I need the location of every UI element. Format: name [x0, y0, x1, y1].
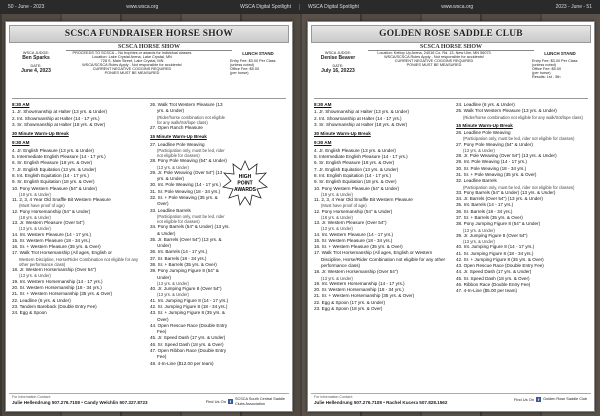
class-entry: 7. Jr. English Equitation (13 yrs. & Under)	[12, 166, 97, 172]
lunch-stand: LUNCH STAND	[242, 51, 274, 56]
class-entry: 48. 4-In-Line ($12.00 per team)	[150, 360, 214, 366]
class-list-column-1	[314, 102, 450, 312]
class-entry: 20. Sr. Western Horsemanship (18 - 34 yrs.)	[12, 284, 102, 290]
detail-line: CURRENT NEGATIVE COGGINS REQUIRED	[394, 59, 474, 63]
class-note: (13 yrs. & Under)	[19, 273, 51, 279]
class-entry: 9. Sr. English Equitation (18 yrs. & Over)	[314, 179, 397, 185]
detail-line: WSCA/SCSCA Rules Apply - Not responsible for accidents!	[384, 55, 484, 59]
section-heading: 9:30 AM	[12, 140, 30, 146]
class-entry: 44. Open Rescue Race (Double Entry Fee)	[150, 322, 228, 335]
starburst-line-3: AWARDS	[234, 187, 256, 193]
class-entry: 19. Int. Western Horsemanship (14 - 17 yrs.)	[12, 278, 103, 284]
judge-name: Ben Sparks	[22, 55, 50, 61]
class-entry: 32. Sr. + Pole Weaving (35 yrs. & Over)	[150, 194, 218, 207]
section-heading: 30 Minute Warm-Up Break	[314, 131, 371, 137]
class-entry: 31. Sr. Pole Weaving (18 - 34 yrs.)	[150, 188, 221, 194]
class-entry: 27. Leadline Pole Weaving	[150, 141, 205, 147]
date-label: DATE:	[332, 64, 344, 68]
class-entry: 17. Walk Trot Horsemanship (All ages, English or Western Discipline, Horse/Rider Combination not eligible for any other performance class)	[314, 250, 446, 269]
detail-line: WSCA/SCSCA Rules Apply - Not responsible for accidents!	[82, 63, 182, 67]
lunch-stand: LUNCH STAND	[544, 51, 576, 56]
class-entry: 40. Int. Jumping Figure 8 (14 - 17 yrs.)	[456, 244, 535, 250]
class-entry: 21. Sr. + Western Horsemanship (35 yrs. & Over)	[12, 291, 113, 297]
class-entry: 37. Sr. Barrels (18 - 34 yrs.)	[150, 255, 207, 261]
class-entry: 12. Pony Horsemanship (54" & Under)	[12, 208, 91, 214]
class-entry: 11. 2, 3, 4 Year Old Snaffle Bit Western Pleasure	[314, 197, 413, 203]
show-title: GOLDEN ROSE SADDLE CLUB	[379, 29, 523, 39]
class-entry: 10. Pony Western Pleasure (54" & Under)	[12, 185, 98, 191]
class-note: (13 yrs. & Under)	[463, 239, 495, 245]
show-details	[62, 51, 202, 75]
class-entry: 39. Jr. Jumping Figure 8 (Over 54")	[456, 232, 528, 238]
class-entry: 25. Walk Trot Western Pleasure (13 yrs. & Under)	[456, 108, 557, 114]
detail-line: PROCEEDS TO SCSCA – No trophies or awards for individual classes	[72, 51, 192, 55]
left-site-link[interactable]: www.wsca.org	[126, 4, 159, 10]
class-entry: 15. Sr. Western Pleasure (18 - 34 yrs.)	[314, 237, 393, 243]
show-details	[364, 51, 504, 67]
class-note: (13 yrs. & Under)	[19, 226, 51, 232]
class-note: (Participation only, must be led, rider not eligible for classes)	[463, 184, 575, 190]
class-entry: 3. Sr. Showmanship at Halter (18 yrs. & Over)	[12, 121, 106, 127]
class-entry: 36. Int. Barrels (14 - 17 yrs.)	[150, 249, 208, 255]
right-page-header	[300, 4, 600, 10]
class-note: (Must have proof of age)	[321, 203, 367, 209]
class-entry: 28. Pony Pole Weaving (54" & Under)	[150, 158, 227, 164]
class-entry: 30. Int. Pole Weaving (14 - 17 yrs.)	[150, 182, 221, 188]
contact-footer	[311, 393, 591, 408]
class-entry: 18. Jr. Western Horsemanship (Over 54")	[314, 269, 399, 275]
class-entry: 2. Int. Showmanship at Halter (14 - 17 yrs.)	[314, 115, 402, 121]
class-entry: 18. Jr. Western Horsemanship (Over 54")	[12, 267, 97, 273]
class-entry: 35. Jr. Barrels (Over 54") (13 yrs. & Under)	[150, 236, 222, 249]
class-entry: 26. Walk Trot Western Pleasure (13 yrs. & Under)	[150, 102, 223, 114]
class-note: (18 yrs. & Under)	[321, 214, 353, 220]
class-entry: 28. Jr. Pole Weaving (Over 54") (13 yrs. & Under)	[456, 153, 557, 159]
class-entry: 38. Pony Jumping Figure 8 (54" & Under)	[456, 221, 541, 227]
class-entry: 22. Egg & Spoon (17 yrs. & Under)	[314, 299, 385, 305]
golden-rose-show-bill	[307, 21, 595, 412]
class-entry: 36. Sr. Barrels (18 - 34 yrs.)	[456, 208, 513, 214]
fee-line: Results: 1st - 5th	[532, 75, 561, 79]
class-entry: 19. Int. Western Horsemanship (14 - 17 yrs.)	[314, 280, 405, 286]
fee-line: (unless noted)	[230, 63, 255, 67]
class-entry: 13. Jr. Western Pleasure (Over 54")	[12, 220, 85, 226]
starburst-line-1: HIGH	[238, 174, 252, 180]
footer-label: For Information Contact:	[12, 395, 51, 399]
class-entry: 2. Int. Showmanship at Halter (14 - 17 yrs.)	[12, 115, 100, 121]
class-entry: 11. 2, 3, 4 Year Old Snaffle Bit Western Pleasure	[12, 197, 111, 203]
class-note: (13 yrs. & Under)	[463, 227, 495, 233]
class-entry: 20. Sr. Western Horsemanship (18 - 34 yrs.)	[314, 287, 404, 293]
divider	[314, 98, 588, 99]
class-entry: 14. Int. Western Pleasure (14 - 17 yrs.)	[314, 231, 394, 237]
section-heading: 8:30 AM	[314, 102, 332, 107]
class-entry: 5. Intermediate English Pleasure (14 - 17 yrs.)	[12, 154, 106, 160]
class-note: (13 yrs. & Under)	[463, 147, 495, 153]
class-entry: 43. Open Rescue Race (Double Entry Fee)	[456, 263, 544, 269]
judge-date-block	[314, 51, 362, 74]
class-entry: 4. Jr. English Pleasure (13 yrs. & Under)	[314, 147, 396, 153]
class-entry: 27. Pony Pole Weaving (54" & Under)	[456, 141, 533, 147]
class-note: (18 yrs. & Under)	[321, 191, 353, 197]
show-subtitle: SCSCA HORSE SHOW	[368, 44, 534, 51]
class-note: (13 yrs. & Under)	[157, 292, 189, 298]
detail-line: PONIES MUST BE MEASURED	[406, 63, 462, 67]
class-entry: 24. Leadline (6 yrs. & Under)	[456, 102, 515, 107]
class-note: (Participation only, must be led, rider not eligible for classes)	[463, 136, 575, 142]
judge-label: WSCA JUDGE:	[324, 51, 352, 55]
section-heading: 15 Minute Warm-Up Break	[150, 134, 207, 140]
class-entry: 22. Leadline (6 yrs. & Under)	[12, 297, 71, 303]
class-entry: 6. Sr. English Pleasure (18 yrs. & Over)	[314, 160, 395, 166]
class-entry: 43. Sr. + Jumping Figure 8 (35 yrs. & Over)	[150, 310, 225, 322]
class-entry: 24. Egg & Spoon	[12, 310, 47, 316]
starburst-line-2: POINT	[237, 180, 253, 187]
show-info	[12, 51, 286, 97]
class-entry: 17. Walk Trot Horsemanship (All ages, English or	[12, 250, 112, 256]
class-entry: 37. Sr. + Barrels (35 yrs. & Over)	[456, 214, 523, 220]
class-entry: 33. Pony Barrels (54" & Under) (13 yrs. & Under)	[456, 189, 556, 195]
show-date: June 4, 2023	[21, 68, 51, 74]
left-publication: WSCA Digital Spotlight	[240, 4, 291, 10]
class-entry: 45. Sr. Speed Dash (18 yrs. & Over)	[456, 275, 530, 281]
class-entry: 8. Int. English Equitation (14 - 17 yrs.)	[314, 172, 391, 178]
class-entry: 47. 4-In-Line ($5.00 per team)	[456, 288, 518, 294]
show-subtitle: SCSCA HORSE SHOW	[66, 44, 232, 51]
class-entry: 23. Egg & Spoon (18 yrs. & Over)	[314, 306, 383, 312]
organization-name: Golden Rose Saddle Club	[543, 397, 587, 402]
fee-line: (unless noted)	[532, 63, 557, 67]
organization-name	[235, 397, 285, 406]
detail-line: CURRENT NEGATIVE COGGINS REQUIRED	[92, 67, 172, 71]
class-entry: 29. Jr. Pole Weaving (Over 54") (13 yrs. & Under)	[150, 169, 223, 182]
right-site-link[interactable]: www.wsca.org	[441, 4, 474, 10]
fundraiser-show-bill	[5, 21, 293, 412]
class-entry: 15. Sr. Western Pleasure (18 - 34 yrs.)	[12, 237, 91, 243]
footer-contacts: Julie Hellendrung 507.276.7108 • Rachel Kucera 507.828.1562	[314, 400, 448, 405]
show-date: July 16, 20223	[321, 68, 355, 74]
show-title-banner	[9, 25, 289, 43]
facebook-icon[interactable]: f	[537, 397, 540, 402]
detail-line: Location: Lake Crystal Arena, Lake Crystal, MN	[92, 55, 172, 59]
class-entry: 46. Ribbon Race (Double Entry Fee)	[456, 282, 531, 288]
class-entry: 46. Sr. Speed Dash (18 yrs. & Over)	[150, 341, 224, 347]
fees-block	[532, 51, 588, 79]
divider	[12, 98, 286, 99]
class-entry: 35. Int. Barrels (14 - 17 yrs.)	[456, 202, 514, 208]
judge-date-block	[12, 51, 60, 74]
class-entry: 13. Jr. Western Pleasure (Over 54")	[314, 220, 387, 226]
fee-line: Entry Fee: $3.00 Per Class	[230, 59, 276, 63]
fee-line: Entry Fee: $3.00 Per Class	[532, 59, 578, 63]
class-entry: 6. Sr. English Pleasure (18 yrs. & Over)	[12, 160, 93, 166]
social-link[interactable]	[206, 397, 285, 406]
detail-line: PONIES MUST BE MEASURED	[104, 71, 160, 75]
left-page-number: 50 - June - 2023	[8, 4, 45, 10]
class-entry: 16. Sr. + Western Pleasure (35 yrs. & Over)	[12, 244, 101, 250]
org-line-2: Clubs Association	[234, 401, 265, 406]
class-entry: 4. Jr. English Pleasure (13 yrs. & Under)	[12, 147, 94, 153]
class-entry: 9. Sr. English Equitation (18 yrs. & Over)	[12, 179, 95, 185]
footer-label: For Information Contact:	[314, 395, 353, 399]
class-entry: 32. Leadline Barrels	[456, 178, 497, 184]
class-note: (Rider/horse combination not eligible for any walk/trot/lope class)	[157, 114, 225, 125]
class-entry: 38. Sr. + Barrels (35 yrs. & Over)	[150, 262, 217, 268]
detail-line: Location: Kettop Up Arena, 24016 Co. Rd. 13, New Ulm, MN 56073	[377, 51, 491, 55]
show-title: SCSCA FUNDRAISER HORSE SHOW	[64, 29, 234, 39]
class-entry: 27. Open Ranch Pleasure	[150, 125, 203, 130]
class-entry: 14. Int. Western Pleasure (14 - 17 yrs.)	[12, 231, 92, 237]
fee-line: Office Fee: $5.00	[230, 67, 260, 71]
find-us-label: Find Us On	[513, 397, 535, 402]
class-note: Western Discipline, Horse/Rider Combination not eligible for any other performance class)	[19, 256, 139, 267]
class-entry: 30. Sr. Pole Weaving (18 - 34 yrs.)	[456, 165, 527, 171]
class-note: (Participation only, must be led, rider not eligible for classes)	[157, 147, 225, 159]
class-list-column-1	[12, 102, 144, 316]
section-heading: 15 Minute Warm-Up Break	[456, 122, 513, 128]
class-note: (Must have proof of age)	[19, 203, 65, 209]
fee-line: (per horse)	[230, 71, 249, 75]
fees-block	[230, 51, 286, 75]
class-entry: 45. Jr. Speed Dash (17 yrs. & Under)	[150, 335, 226, 341]
class-note: (13 yrs. & Under)	[157, 280, 189, 286]
class-entry: 26. Leadline Pole Weaving	[456, 130, 511, 136]
contact-footer	[9, 393, 289, 408]
left-page-header	[0, 4, 300, 10]
class-list-column-2	[150, 102, 230, 367]
section-heading: 8:30 AM	[12, 102, 30, 107]
class-entry: 42. Sr. + Jumping Figure 8 (35 yrs. & Over)	[456, 256, 544, 262]
section-heading: 9:30 AM	[314, 140, 332, 146]
right-page-number: 2023 - June - 51	[555, 4, 592, 10]
section-heading: 30 Minute Warm-Up Break	[12, 131, 69, 137]
class-entry: 21. Sr. + Western Horsemanship (35 yrs. & Over)	[314, 293, 415, 299]
show-title-banner	[311, 25, 591, 43]
class-note: (Rider/horse combination not eligible for any walk/trot/lope class)	[463, 114, 583, 120]
show-info	[314, 51, 588, 97]
spread-header	[0, 0, 600, 14]
class-note: (13 yrs. & Under)	[321, 226, 353, 232]
class-entry: 12. Pony Horsemanship (54" & Under)	[314, 208, 393, 214]
class-entry: 1. Jr. Showmanship at Halter (13 yrs. & Under)	[12, 109, 107, 115]
class-note: (18 yrs. & Under)	[19, 214, 51, 220]
class-entry: 3. Sr. Showmanship at Halter (18 yrs. & Over)	[314, 121, 408, 127]
social-link[interactable]	[514, 397, 587, 402]
class-entry: 7. Jr. English Equitation (13 yrs. & Under)	[314, 166, 399, 172]
class-entry: 44. Jr. Speed Dash (17 yrs. & Under)	[456, 269, 532, 275]
class-entry: 40. Jr. Jumping Figure 8 (Over 54")	[150, 286, 222, 292]
class-entry: 34. Jr. Barrels (Over 54") (13 yrs. & Under)	[456, 196, 543, 202]
class-entry: 34. Pony Barrels (54" & Under) (13 yrs. & Under)	[150, 224, 230, 236]
fee-line: (per horse)	[532, 71, 551, 75]
class-entry: 41. Sr. Jumping Figure 8 (18 - 34 yrs.)	[456, 250, 534, 256]
class-note: (Participation only, must be led, rider not eligible for classes)	[157, 213, 225, 225]
class-note: (18 yrs. & Under)	[19, 191, 51, 197]
class-entry: 8. Int. English Equitation (14 - 17 yrs.)	[12, 172, 89, 178]
class-entry: 39. Pony Jumping Figure 8 (54" & Under)	[150, 268, 219, 280]
high-point-awards-starburst	[222, 160, 268, 206]
judge-label: WSCA JUDGE:	[22, 51, 50, 55]
judge-name: Denise Beaver	[320, 55, 356, 61]
fee-line: Office Fee: $5.00	[532, 67, 562, 71]
class-entry: 5. Intermediate English Pleasure (14 - 17 yrs.)	[314, 154, 408, 160]
class-note: (13 yrs. & Under)	[157, 164, 189, 170]
class-note: (13 yrs. & Under)	[321, 275, 353, 281]
class-list-column-2	[456, 102, 590, 295]
detail-line: 728 S. Main Street, Lake Crystal, MN	[100, 59, 164, 63]
class-entry: 41. Int. Jumping Figure 8 (14 - 17 yrs.)	[150, 297, 229, 303]
class-entry: 10. Pony Western Pleasure (54" & Under)	[314, 185, 400, 191]
footer-contacts: Julie Hellendrung 507.276.7108 • Candy Welchlin 507.327.8723	[12, 400, 148, 405]
date-label: DATE:	[30, 64, 42, 68]
class-entry: 16. Sr. + Western Pleasure (35 yrs. & Over)	[314, 244, 403, 250]
class-entry: 31. Sr. + Pole Weaving (35 yrs. & Over)	[456, 171, 537, 177]
right-publication: WSCA Digital Spotlight	[308, 4, 359, 10]
facebook-icon[interactable]: f	[229, 399, 232, 405]
class-entry: 47. Open Ribbon Race (Double Entry Fee)	[150, 348, 227, 360]
find-us-label: Find Us On	[205, 399, 226, 405]
class-entry: 1. Jr. Showmanship at Halter (13 yrs. & Under)	[314, 109, 409, 115]
class-entry: 29. Int. Pole Weaving (14 - 17 yrs.)	[456, 159, 527, 165]
org-line-1: SCSCA South Central Saddle	[234, 397, 285, 401]
class-entry: 42. Sr. Jumping Figure 8 (18 - 34 yrs.)	[150, 303, 228, 309]
class-entry: 23. Tandem Bareback (Double Entry Fee)	[12, 303, 97, 309]
class-entry: 33. Leadline Barrels	[150, 207, 191, 213]
